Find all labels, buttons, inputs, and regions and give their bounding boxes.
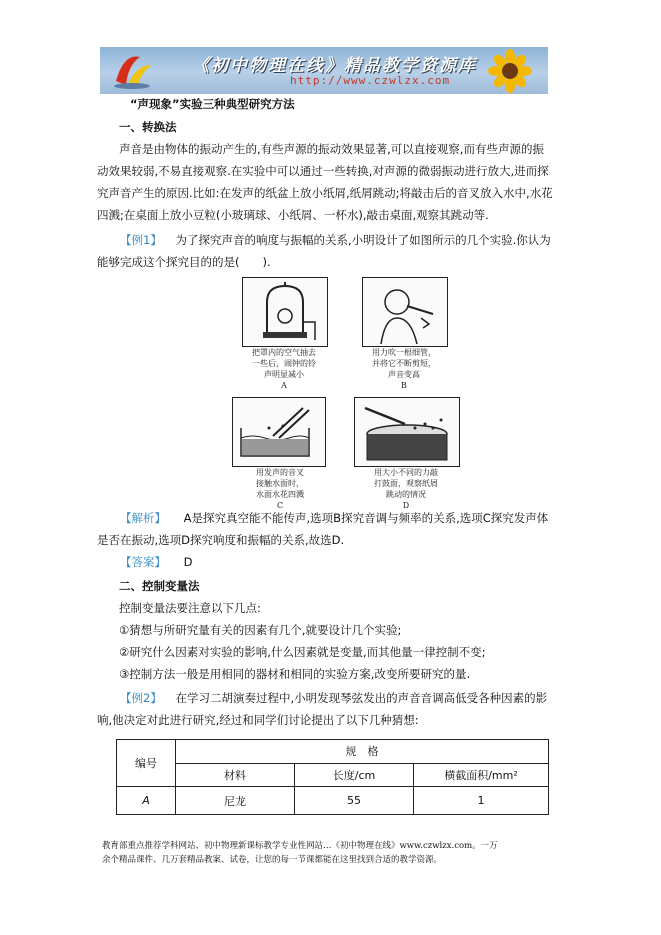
- paragraph-line: 动效果较弱,不易直接观察.在实验中可以通过一些转换,对声源的微弱振动进行放大,进而探: [97, 164, 549, 178]
- point-item: ①猜想与所研究量有关的因素有几个,就要设计几个实验;: [119, 623, 402, 637]
- example2-text-cont: 响,他决定对此进行研究,经过和同学们讨论提出了以下几种猜想:: [97, 713, 419, 727]
- banner-url[interactable]: http://www.czwlzx.com: [290, 74, 451, 87]
- example2-tag: 【例2】: [120, 691, 162, 705]
- tuning-fork-water-icon: [233, 398, 325, 466]
- figure-d-letter: D: [402, 501, 410, 510]
- caption-line: 并将它不断剪短，: [372, 359, 436, 368]
- figure-c-caption: [228, 467, 332, 511]
- spec-table: [116, 739, 549, 815]
- figure-c-image: [232, 397, 326, 467]
- table-cell: 55: [295, 787, 414, 815]
- site-logo-icon: [110, 51, 156, 91]
- table-header-group: 规 格: [176, 740, 549, 764]
- caption-line: 水面水花四溅: [256, 490, 304, 499]
- table-header-area: 横截面积/mm²: [414, 763, 549, 787]
- point-item: ③控制方法一般是用相同的器材和相同的实验方案,改变所要研究的量.: [119, 667, 471, 681]
- answer-value: D: [183, 555, 193, 569]
- header-banner: [100, 47, 548, 94]
- example2-line: [120, 689, 547, 707]
- answer-tag: 【答案】: [120, 555, 166, 569]
- figure-d-caption: [354, 467, 458, 511]
- blowing-straw-icon: [363, 278, 447, 346]
- footer-line: 教育部重点推荐学科网站、初中物理新课标教学专业性网站…《初中物理在线》www.czwlzx.com。一万: [102, 841, 498, 851]
- figure-c-letter: C: [276, 501, 284, 510]
- example2-text: 在学习二胡演奏过程中,小明发现琴弦发出的声音音调高低受各种因素的影: [175, 691, 548, 705]
- example1-tag: 【例1】: [120, 233, 162, 247]
- answer-line: [120, 553, 193, 571]
- example1-line: [120, 231, 551, 249]
- caption-line: 声明显减小: [264, 370, 304, 379]
- table-row: [117, 787, 549, 815]
- paragraph-line: 控制变量法要注意以下几点:: [119, 601, 261, 615]
- table-header-material: 材料: [176, 763, 295, 787]
- caption-line: 把罩内的空气抽去: [252, 348, 316, 357]
- figure-d-image: [354, 397, 460, 467]
- paragraph-line: 声音是由物体的振动产生的,有些声源的振动效果显著,可以直接观察,而有些声源的振: [119, 142, 544, 156]
- paragraph-line: 究声音产生的原因.比如:在发声的纸盆上放小纸屑,纸屑跳动;将敲击后的音叉放入水中,水花: [97, 186, 553, 200]
- point-item: ②研究什么因素对实验的影响,什么因素就是变量,而其他量一律控制不变;: [119, 645, 486, 659]
- caption-line: 用力吹一根细管，: [372, 348, 436, 357]
- analysis-text-cont: 是否在振动,选项D探究响度和振幅的关系,故选D.: [97, 533, 345, 547]
- table-cell: A: [117, 787, 176, 815]
- doc-title: “声现象”实验三种典型研究方法: [130, 97, 295, 111]
- sunflower-icon: [480, 49, 540, 93]
- caption-line: 用发声的音叉: [256, 468, 304, 477]
- example1-text: 为了探究声音的响度与振幅的关系,小明设计了如图所示的几个实验.你认为: [175, 233, 551, 247]
- table-header-id: 编号: [117, 740, 176, 787]
- paragraph-line: 四溅;在桌面上放小豆粒(小玻璃球、小纸屑、一杯水),敲击桌面,观察其跳动等.: [97, 208, 489, 222]
- example1-text-cont: 能够完成这个探究目的的是( ).: [97, 255, 271, 269]
- figure-b-letter: B: [401, 381, 407, 390]
- caption-line: 声音变高: [388, 370, 420, 379]
- table-header-length: 长度/cm: [295, 763, 414, 787]
- footer-line: 余个精品课件、几万套精品教案、试卷，让您的每一节课都能在这里找到合适的教学资源。: [102, 855, 443, 865]
- analysis-text: A是探究真空能不能传声,选项B探究音调与频率的关系,选项C探究发声体: [183, 511, 549, 525]
- figure-a-letter: A: [281, 381, 287, 390]
- caption-line: 接触水面时，: [256, 479, 304, 488]
- figure-b-image: [362, 277, 448, 347]
- drum-icon: [355, 398, 459, 466]
- table-cell: 尼龙: [176, 787, 295, 815]
- table-cell: 1: [414, 787, 549, 815]
- figure-b-caption: [352, 347, 456, 391]
- analysis-line: [120, 509, 548, 527]
- caption-line: 跳动的情况: [386, 490, 426, 499]
- analysis-tag: 【解析】: [120, 511, 166, 525]
- banner-title: 《初中物理在线》精品教学资源库: [192, 56, 477, 76]
- caption-line: 一些后，闹钟的铃: [252, 359, 316, 368]
- section1-heading: 一、转换法: [119, 120, 177, 134]
- figure-a-caption: [232, 347, 336, 391]
- caption-line: 打鼓面，观察纸屑: [374, 479, 438, 488]
- figure-a-image: [242, 277, 328, 347]
- bell-jar-icon: [243, 278, 327, 346]
- caption-line: 用大小不同的力敲: [374, 468, 438, 477]
- section2-heading: 二、控制变量法: [119, 579, 200, 593]
